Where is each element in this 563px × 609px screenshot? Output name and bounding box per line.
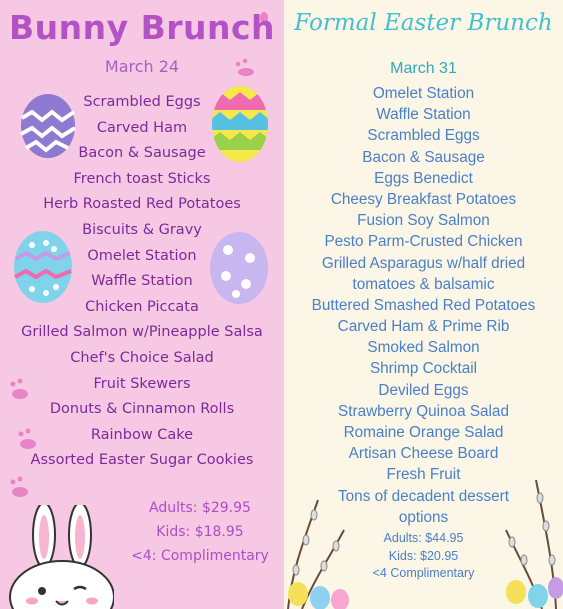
menu-item: Scrambled Eggs — [83, 94, 201, 110]
menu-item: Grilled Salmon w/Pineapple Salsa — [21, 324, 263, 341]
bunny-brunch-title: Bunny Brunch — [8, 8, 276, 47]
menu-item: Biscuits & Gravy — [82, 221, 202, 238]
menu-item: Cheesy Breakfast Potatoes — [330, 190, 517, 208]
menu-item: tomatoes & balsamic — [352, 275, 495, 293]
bunny-face-icon — [4, 505, 114, 609]
price-kids: Kids: $20.95 — [388, 548, 459, 563]
menu-item: Bacon & Sausage — [78, 145, 206, 162]
menu-item: Buttered Smashed Red Potatoes — [311, 296, 536, 314]
formal-brunch-menu — [284, 83, 563, 528]
formal-brunch-date: March 31 — [390, 60, 457, 77]
menu-item: Chef's Choice Salad — [70, 349, 214, 366]
menu-item: Carved Ham — [96, 119, 188, 136]
menu-item: Strawberry Quinoa Salad — [338, 402, 509, 420]
menu-item: Carved Ham & Prime Rib — [337, 318, 510, 336]
price-adults: Adults: $44.95 — [383, 531, 464, 545]
menu-item: Smoked Salmon — [367, 339, 480, 357]
menu-item: Donuts & Cinnamon Rolls — [49, 401, 235, 418]
menu-item: Grilled Asparagus w/half dried — [321, 254, 526, 272]
menu-item: Fruit Skewers — [93, 375, 191, 392]
menu-item: Bacon & Sausage — [362, 148, 485, 166]
menu-item: Fresh Fruit — [386, 466, 461, 484]
menu-item: Assorted Easter Sugar Cookies — [30, 452, 254, 469]
price-adults: Adults: $29.95 — [149, 500, 251, 516]
menu-item: Waffle Station — [91, 273, 193, 290]
menu-item: Herb Roasted Red Potatoes — [43, 196, 241, 213]
menu-item: Omelet Station — [87, 247, 197, 264]
menu-item: options — [398, 508, 449, 526]
formal-easter-brunch-panel — [284, 0, 563, 609]
formal-brunch-prices — [284, 530, 563, 583]
menu-item: French toast Sticks — [73, 170, 211, 187]
menu-item: Rainbow Cake — [90, 426, 194, 443]
menu-item: Romaine Orange Salad — [343, 424, 504, 441]
price-kids: Kids: $18.95 — [156, 524, 244, 540]
price-under-4: <4 Complimentary — [372, 566, 475, 580]
menu-item: Fusion Soy Salmon — [357, 212, 490, 230]
menu-item: Omelet Station — [372, 85, 475, 102]
menu-item: Waffle Station — [376, 106, 471, 124]
bunny-brunch-prices — [120, 496, 280, 568]
menu-item: Deviled Eggs — [378, 381, 469, 399]
menu-item: Chicken Piccata — [85, 298, 199, 315]
menu-item: Pesto Parm-Crusted Chicken — [324, 233, 523, 251]
bunny-brunch-menu — [0, 90, 284, 474]
formal-brunch-title: Formal Easter Brunch — [294, 10, 553, 36]
menu-item: Artisan Cheese Board — [348, 445, 499, 463]
bunny-brunch-date: March 24 — [104, 57, 180, 76]
menu-item: Scrambled Eggs — [367, 127, 480, 145]
menu-item: Tons of decadent dessert — [338, 487, 509, 505]
price-under-4: <4: Complimentary — [131, 548, 269, 564]
menu-item: Eggs Benedict — [374, 169, 473, 187]
menu-item: Shrimp Cocktail — [369, 360, 478, 378]
